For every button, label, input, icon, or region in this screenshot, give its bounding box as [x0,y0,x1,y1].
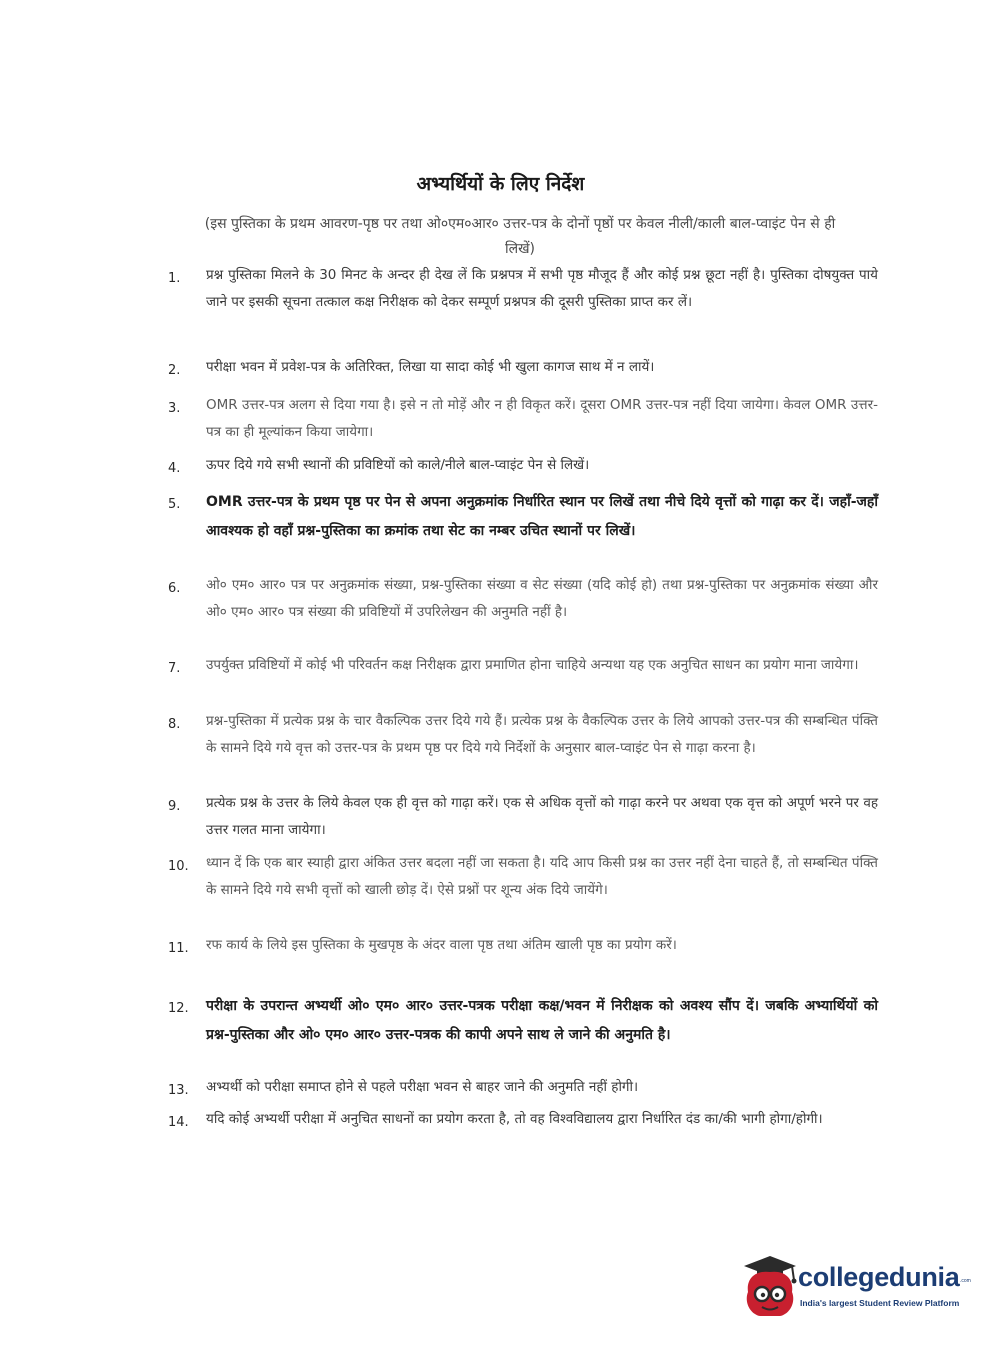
instruction-number: 13. [168,1083,189,1098]
instruction-number: 3. [168,401,181,416]
instruction-text: OMR उत्तर-पत्र अलग से दिया गया है। इसे न तो मोड़ें और न ही विकृत करें। दूसरा OMR उत्तर-पत्र नहीं दिया जायेगा। केवल OMR उत्तर-पत्र का ही मूल्यांकन किया जायेगा। [206,397,878,440]
instruction-number: 8. [168,717,181,732]
brand-suffix: .com [960,1278,971,1284]
instruction-text: परीक्षा भवन में प्रवेश-पत्र के अतिरिक्त, लिखा या सादा कोई भी खुला कागज साथ में न लायें। [206,359,655,375]
instruction-text: प्रश्न पुस्तिका मिलने के 30 मिनट के अन्दर ही देख लें कि प्रश्नपत्र में सभी पृष्ठ मौजूद हैं और कोई प्रश्न छूटा नहीं है। पुस्तिका दोषयुक्त पाये जाने पर इसकी सूचना तत्काल कक्ष निरीक्षक को देकर सम्पूर्ण प्रश्नपत्र की दूसरी पुस्तिका प्राप्त कर लें। [206,267,878,310]
instruction-text: परीक्षा के उपरान्त अभ्यर्थी ओ० एम० आर० उत्तर-पत्रक परीक्षा कक्ष/भवन में निरीक्षक को अवश्य सौंप दें। जबकि अभ्यार्थियों को प्रश्न-पुस्तिका और ओ० एम० आर० उत्तर-पत्रक की कापी अपने साथ ले जाने की अनुमति है। [206,998,878,1043]
instruction-text: ध्यान दें कि एक बार स्याही द्वारा अंकित उत्तर बदला नहीं जा सकता है। यदि आप किसी प्रश्न का उत्तर नहीं देना चाहते हैं, तो सम्बन्धित पंक्ति के सामने दिये गये सभी वृत्तों को खाली छोड़ दें। ऐसे प्रश्नों पर शून्य अंक दिये जायेंगे। [206,855,878,898]
instruction-item [168,262,878,316]
graduate-mascot-icon [740,1252,802,1318]
instruction-item [168,488,878,546]
instruction-item [168,452,878,482]
instruction-number: 12. [168,1001,189,1016]
instruction-number: 5. [168,497,181,512]
instruction-text: ओ० एम० आर० पत्र पर अनुक्रमांक संख्या, प्रश्न-पुस्तिका संख्या व सेट संख्या (यदि कोई हो) तथा प्रश्न-पुस्तिका पर अनुक्रमांक संख्या और ओ० एम० आर० पत्र संख्या की प्रविष्टियों में उपरिलेखन की अनुमति नहीं है। [206,577,878,620]
instruction-text: रफ कार्य के लिये इस पुस्तिका के मुखपृष्ठ के अंदर वाला पृष्ठ तथा अंतिम खाली पृष्ठ का प्रयोग करें। [206,937,677,953]
instruction-item [168,850,878,904]
instruction-text: OMR उत्तर-पत्र के प्रथम पृष्ठ पर पेन से अपना अनुक्रमांक निर्धारित स्थान पर लिखें तथा नीचे दिये वृत्तों को गाढ़ा कर दें। जहाँ-जहाँ आवश्यक हो वहाँ प्रश्न-पुस्तिका का क्रमांक तथा सेट का नम्बर उचित स्थानों पर लिखें। [206,494,878,539]
instruction-text: अभ्यर्थी को परीक्षा समाप्त होने से पहले परीक्षा भवन से बाहर जाने की अनुमति नहीं होगी। [206,1079,639,1095]
brand-tagline: India's largest Student Review Platform [800,1298,960,1308]
instruction-item [168,1074,878,1104]
instruction-item [168,932,878,962]
brand-name: collegedunia [798,1262,960,1292]
instruction-text: उपर्युक्त प्रविष्टियों में कोई भी परिवर्तन कक्ष निरीक्षक द्वारा प्रमाणित होना चाहिये अन्यथा यह एक अनुचित साधन का प्रयोग माना जायेगा। [206,657,859,673]
instruction-text: ऊपर दिये गये सभी स्थानों की प्रविष्टियों को काले/नीले बाल-प्वाइंट पेन से लिखें। [206,457,590,473]
collegedunia-watermark [740,1252,970,1322]
instruction-item [168,790,878,844]
instruction-number: 1. [168,271,181,286]
page-title: अभ्यर्थियों के लिए निर्देश [416,173,585,195]
page-subtitle: (इस पुस्तिका के प्रथम आवरण-पृष्ठ पर तथा ओ०एम०आर० उत्तर-पत्र के दोनों पृष्ठों पर केवल नीली/काली बाल-प्वाइंट पेन से ही लिखें) [204,216,836,257]
instruction-text: प्रत्येक प्रश्न के उत्तर के लिये केवल एक ही वृत्त को गाढ़ा करें। एक से अधिक वृत्तों को गाढ़ा करने पर अथवा एक वृत्त को अपूर्ण भरने पर वह उत्तर गलत माना जायेगा। [206,795,878,838]
instruction-item [168,708,878,762]
instruction-number: 6. [168,581,181,596]
instruction-text: यदि कोई अभ्यर्थी परीक्षा में अनुचित साधनों का प्रयोग करता है, तो वह विश्वविद्यालय द्वारा निर्धारित दंड का/की भागी होगा/होगी। [206,1111,823,1127]
instruction-number: 7. [168,661,181,676]
instruction-item [168,1106,878,1136]
instruction-item [168,652,878,682]
instruction-number: 10. [168,859,189,874]
instruction-number: 14. [168,1115,189,1130]
instruction-text: प्रश्न-पुस्तिका में प्रत्येक प्रश्न के चार वैकल्पिक उत्तर दिये गये हैं। प्रत्येक प्रश्न के वैकल्पिक उत्तर के लिये आपको उत्तर-पत्र की सम्बन्धित पंक्ति के सामने दिये गये वृत्त को उत्तर-पत्र के प्रथम पृष्ठ पर दिये गये निर्देशों के अनुसार बाल-प्वाइंट पेन से गाढ़ा करना है। [206,713,878,756]
instruction-number: 11. [168,941,189,956]
instruction-item [168,992,878,1050]
instruction-item [168,354,878,384]
instruction-number: 2. [168,363,181,378]
instruction-item [168,392,878,446]
instruction-number: 9. [168,799,181,814]
instruction-item [168,572,878,626]
instruction-number: 4. [168,461,181,476]
